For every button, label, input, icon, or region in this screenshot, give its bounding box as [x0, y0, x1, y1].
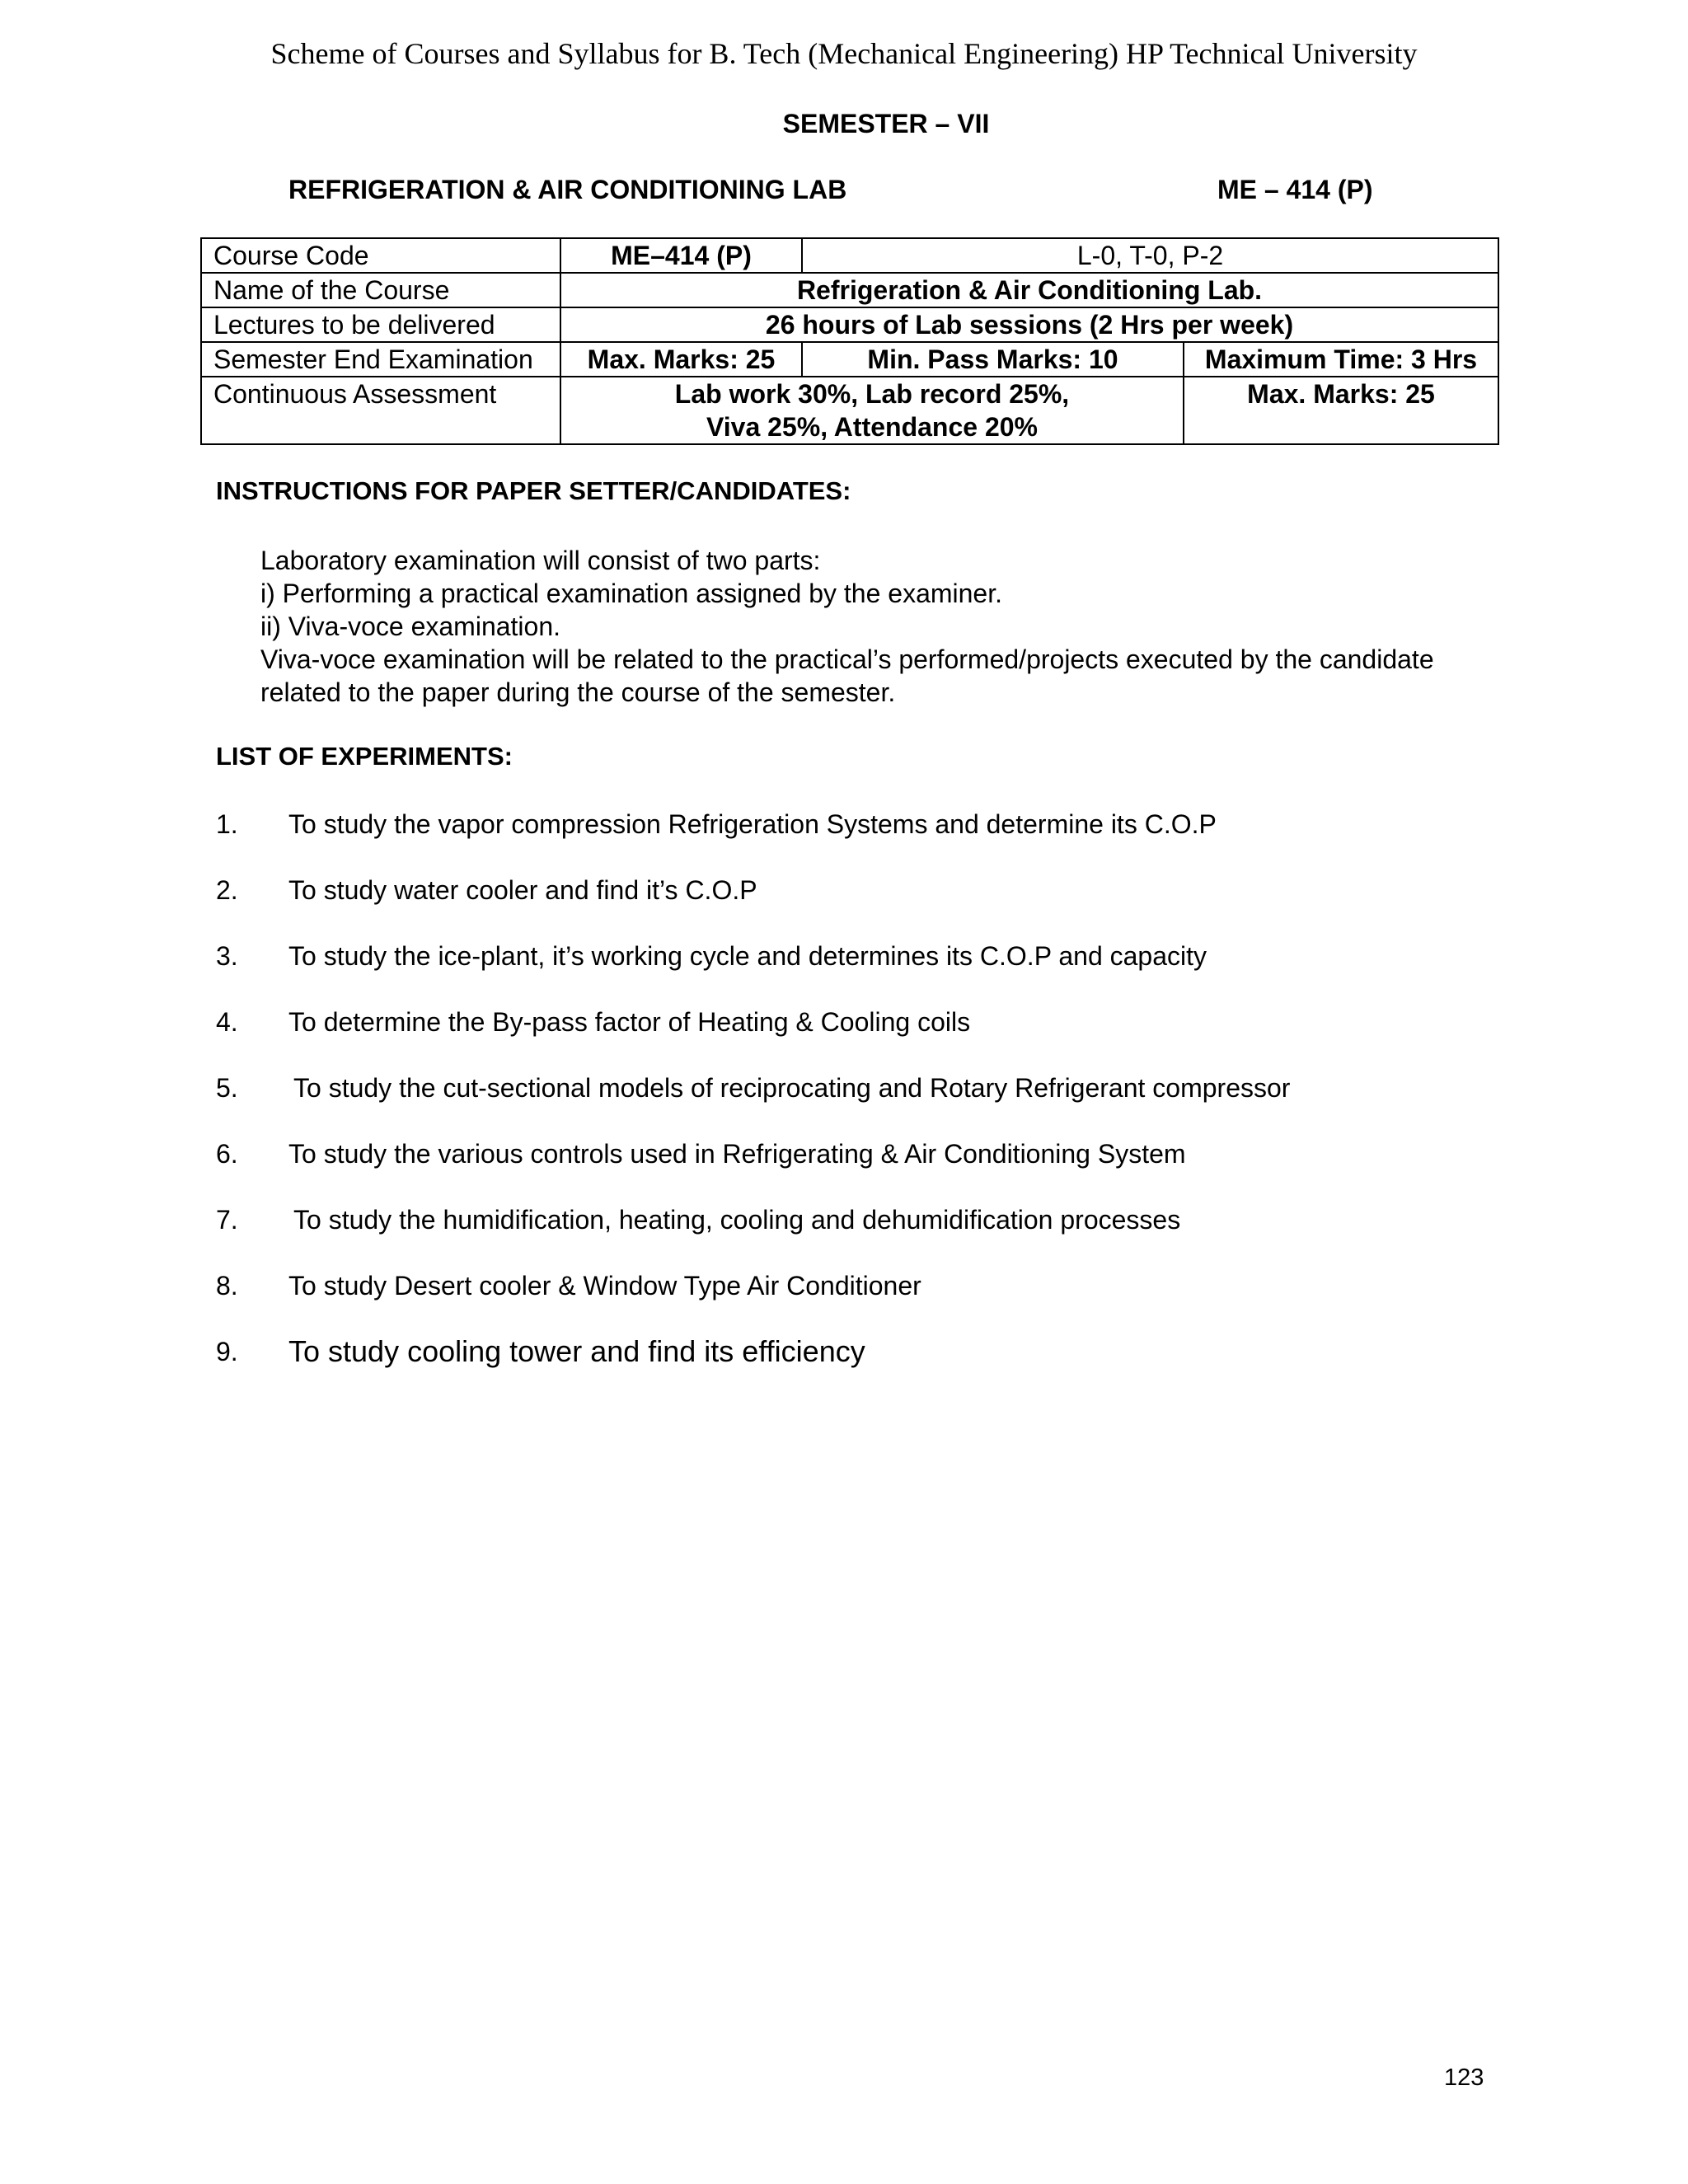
list-item-number: 9. — [216, 1337, 238, 1366]
list-item — [216, 1203, 1502, 1269]
instructions-text — [260, 544, 1497, 709]
course-title: REFRIGERATION & AIR CONDITIONING LAB — [288, 175, 847, 204]
table-cell-label: Lectures to be delivered — [201, 307, 560, 342]
list-item-number: 3. — [216, 941, 238, 971]
experiments-heading: LIST OF EXPERIMENTS: — [216, 742, 513, 771]
list-item-number: 2. — [216, 875, 238, 905]
table-cell-min-pass: Min. Pass Marks: 10 — [802, 342, 1184, 377]
list-item — [216, 1137, 1502, 1203]
list-item-number: 1. — [216, 809, 238, 839]
list-item-text: To study the ice-plant, it’s working cycle and determines its C.O.P and capacity — [288, 941, 1207, 971]
table-cell-label: Semester End Examination — [201, 342, 560, 377]
list-item-text: To study the humidification, heating, cooling and dehumidification processes — [293, 1205, 1181, 1235]
list-item-text: To study cooling tower and find its efficiency — [288, 1334, 865, 1368]
list-item — [216, 1335, 1502, 1401]
list-item — [216, 1269, 1502, 1335]
list-item-text: To study water cooler and find it’s C.O.P — [288, 875, 757, 905]
table-cell-course-name: Refrigeration & Air Conditioning Lab. — [560, 273, 1498, 307]
semester-heading: SEMESTER – VII — [782, 109, 990, 138]
list-item — [216, 1005, 1502, 1071]
table-cell-label: Course Code — [201, 238, 560, 273]
table-cell-lectures: 26 hours of Lab sessions (2 Hrs per week) — [560, 307, 1498, 342]
list-item-number: 5. — [216, 1073, 238, 1103]
table-cell-label: Name of the Course — [201, 273, 560, 307]
instruction-line: Viva-voce examination will be related to the practical’s performed/projects executed by the candidate — [260, 644, 1434, 674]
list-item-number: 4. — [216, 1007, 238, 1037]
list-item — [216, 940, 1502, 1005]
course-code: ME – 414 (P) — [1217, 175, 1373, 204]
table-cell-max-time: Maximum Time: 3 Hrs — [1184, 342, 1498, 377]
list-item — [216, 874, 1502, 940]
instruction-line: related to the paper during the course of the semester. — [260, 677, 896, 707]
table-row — [201, 307, 1498, 342]
list-item-text: To study the various controls used in Refrigerating & Air Conditioning System — [288, 1139, 1186, 1169]
assessment-line-2: Viva 25%, Attendance 20% — [706, 412, 1038, 442]
list-item-number: 8. — [216, 1271, 238, 1301]
table-cell-course-code: ME–414 (P) — [560, 238, 802, 273]
table-cell-label: Continuous Assessment — [201, 377, 560, 444]
page-header: Scheme of Courses and Syllabus for B. Tech (Mechanical Engineering) HP Technical University — [270, 37, 1418, 70]
instruction-line: Laboratory examination will consist of two parts: — [260, 546, 821, 575]
table-cell-ltp: L-0, T-0, P-2 — [802, 238, 1498, 273]
instructions-heading: INSTRUCTIONS FOR PAPER SETTER/CANDIDATES: — [216, 476, 851, 505]
table-cell-assessment-marks: Max. Marks: 25 — [1184, 377, 1498, 444]
instruction-line: i) Performing a practical examination assigned by the examiner. — [260, 579, 1002, 608]
table-row — [201, 377, 1498, 444]
table-row — [201, 342, 1498, 377]
assessment-line-1: Lab work 30%, Lab record 25%, — [674, 379, 1070, 409]
course-details-table — [200, 237, 1499, 445]
list-item-text: To determine the By-pass factor of Heating & Cooling coils — [288, 1007, 971, 1037]
list-item — [216, 808, 1502, 874]
instruction-line: ii) Viva-voce examination. — [260, 612, 561, 641]
list-item-number: 7. — [216, 1205, 238, 1235]
table-row — [201, 238, 1498, 273]
table-cell-assessment — [560, 377, 1184, 444]
table-cell-max-marks: Max. Marks: 25 — [560, 342, 802, 377]
table-row — [201, 273, 1498, 307]
list-item-text: To study the vapor compression Refrigeration Systems and determine its C.O.P — [288, 809, 1217, 839]
list-item-text: To study Desert cooler & Window Type Air Conditioner — [288, 1271, 921, 1301]
list-item — [216, 1071, 1502, 1137]
list-item-text: To study the cut-sectional models of reciprocating and Rotary Refrigerant compressor — [293, 1073, 1291, 1103]
experiments-list — [216, 808, 1502, 1401]
page-number: 123 — [1444, 2064, 1484, 2091]
list-item-number: 6. — [216, 1139, 238, 1169]
